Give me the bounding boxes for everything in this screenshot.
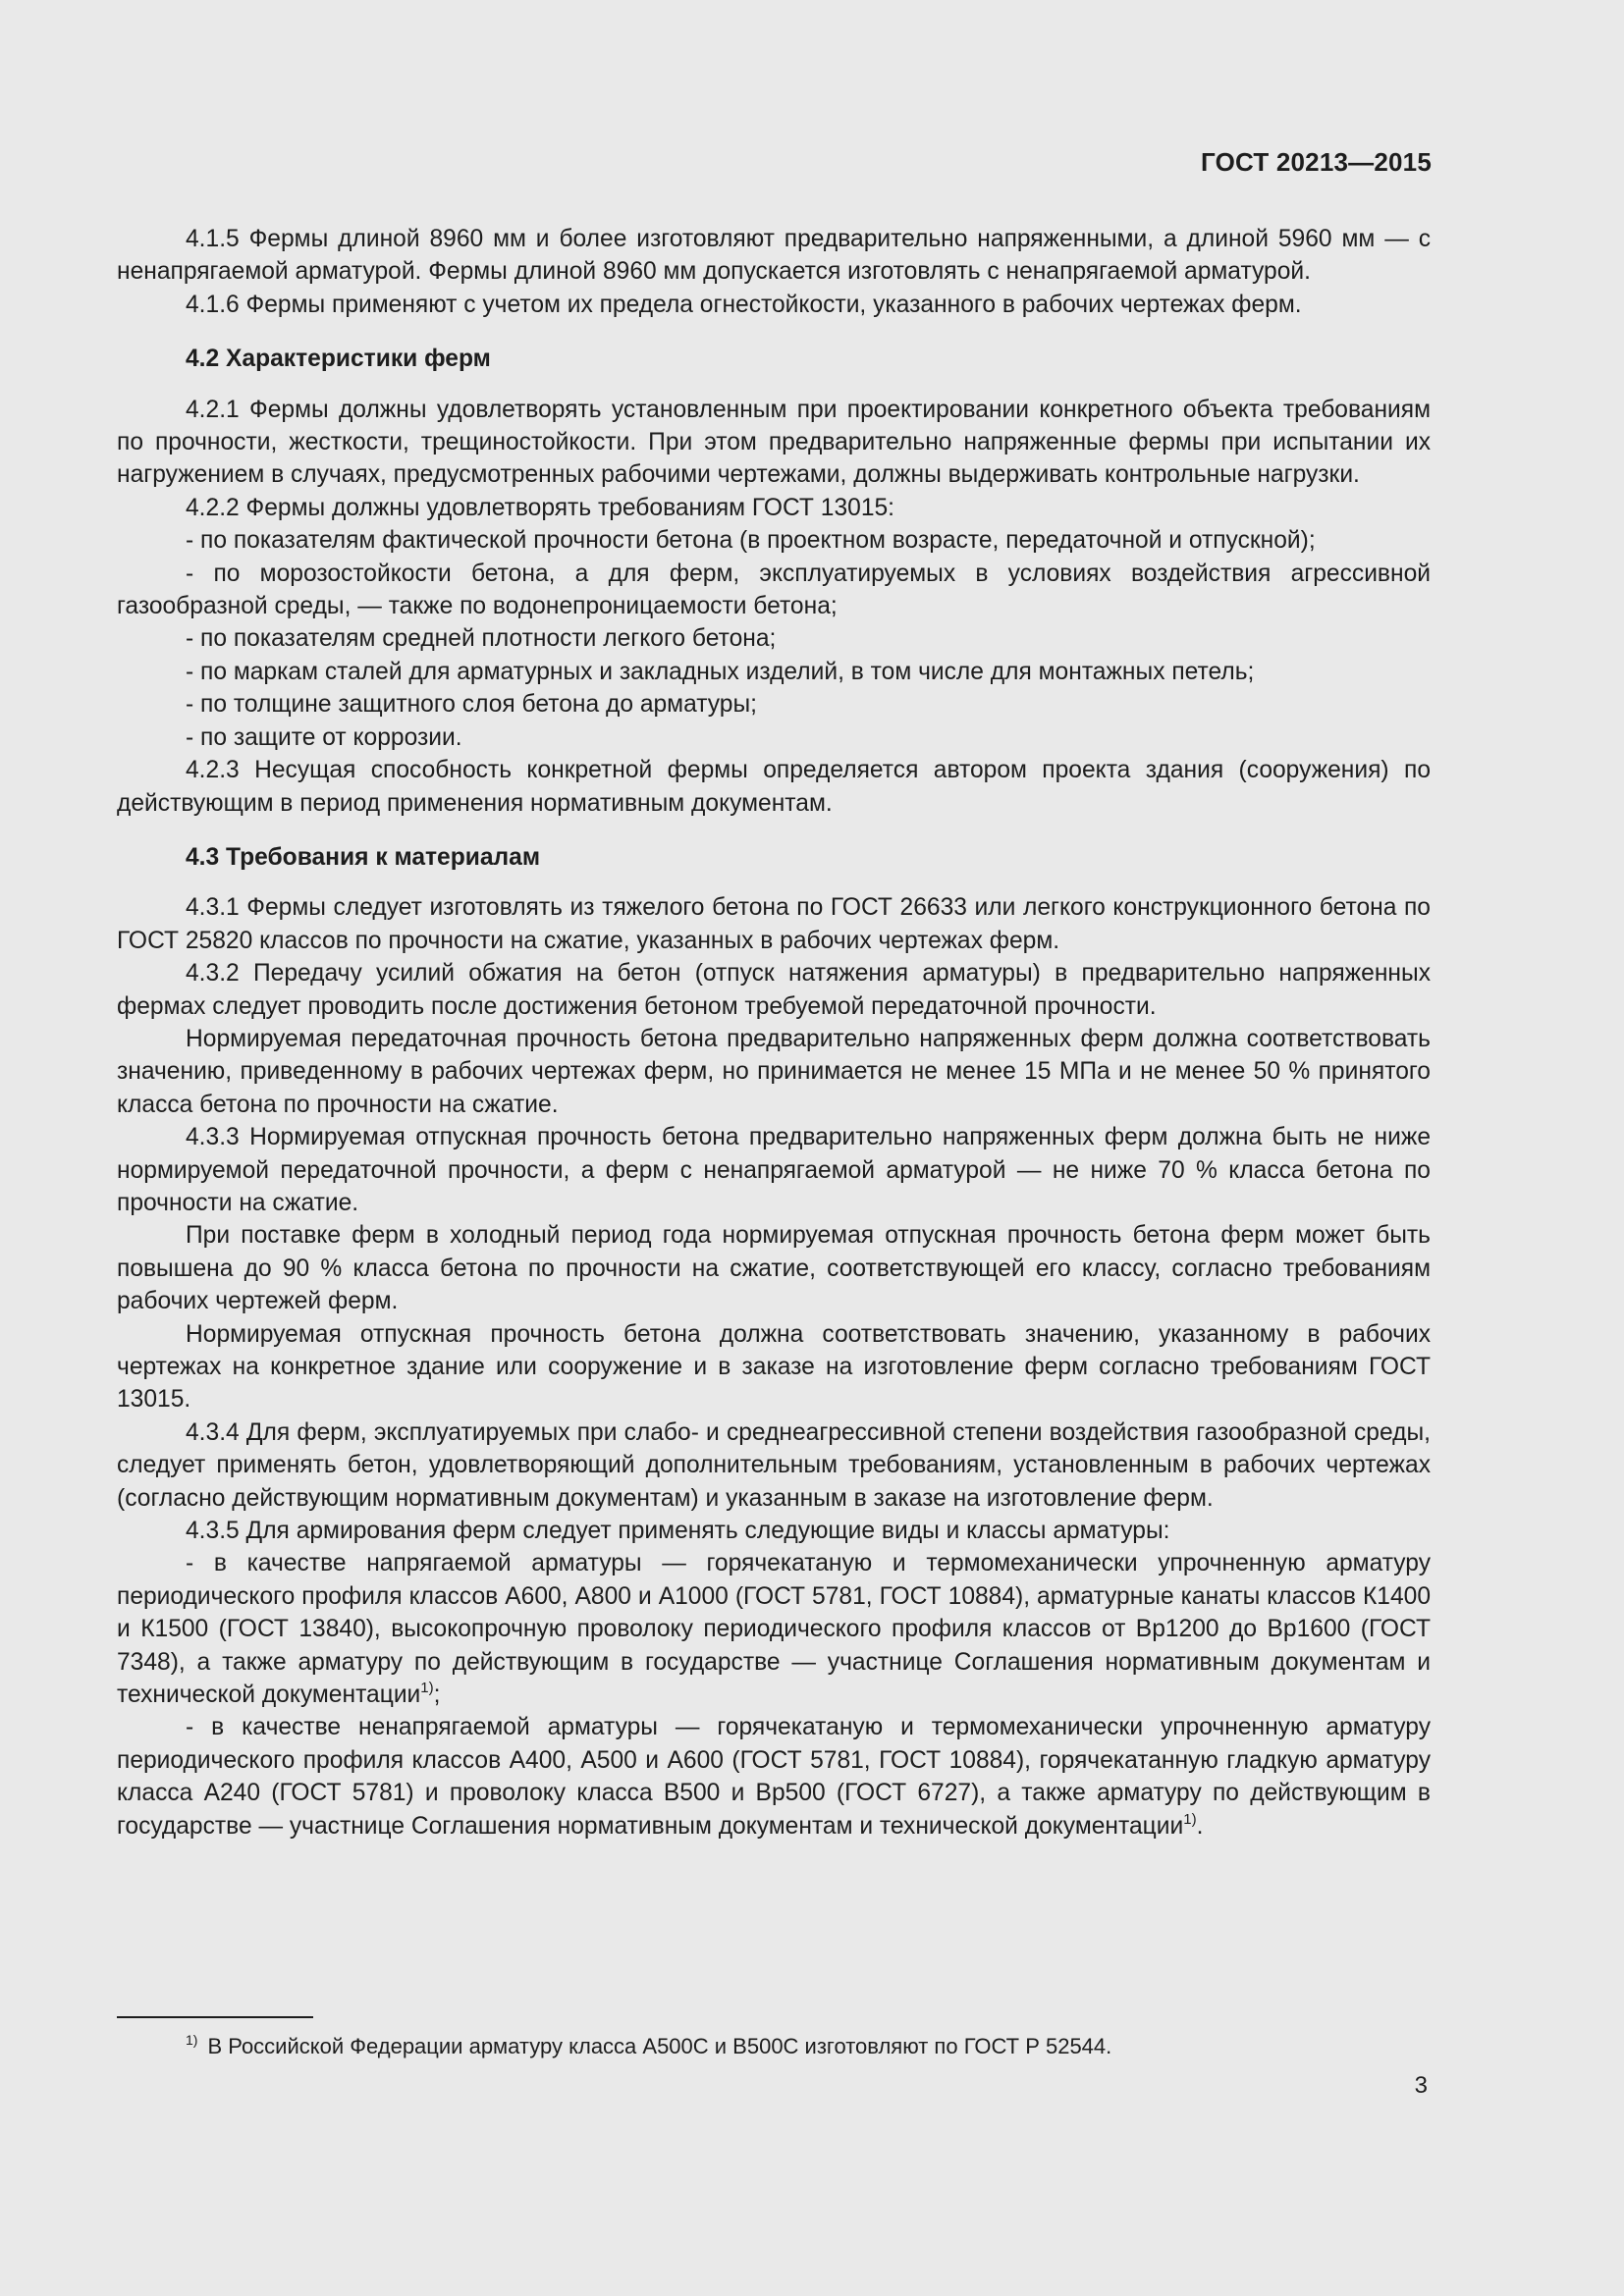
footnote-reference[interactable]: 1) bbox=[420, 1680, 434, 1697]
paragraph-4-3-3-c: Нормируемая отпускная прочность бетона должна соответствовать значению, указанному в рабочих чертежах на конкретное здание или сооружение и в заказе на изготовление ферм согласно требованиям ГОСТ 13015. bbox=[117, 1320, 1431, 1414]
paragraph-text: - в качестве напрягаемой арматуры — горячекатаную и термомеханически упрочненную арматуру периодического профиля классов А600, А800 и А1000 (ГОСТ 5781, ГОСТ 10884), арматурные канаты классов К1400 и К1500 (ГОСТ 13840), высокопрочную проволоку периодического профиля классов от Вр1200 до Вр1600 (ГОСТ 7348), а также арматуру по действующим в государстве — участнице Соглашения нормативным документам и технической документации bbox=[117, 1550, 1431, 1709]
list-item: - по толщине защитного слоя бетона до арматуры; bbox=[186, 691, 757, 719]
paragraph-4-3-5: 4.3.5 Для армирования ферм следует применять следующие виды и классы арматуры: bbox=[186, 1518, 1170, 1545]
document-code: ГОСТ 20213—2015 bbox=[1201, 147, 1432, 177]
list-item: - по защите от коррозии. bbox=[186, 723, 462, 751]
list-item: - по маркам сталей для арматурных и закладных изделий, в том числе для монтажных петель; bbox=[186, 658, 1255, 685]
page-number: 3 bbox=[1414, 2072, 1428, 2099]
paragraph-4-3-3-b: При поставке ферм в холодный период года нормируемая отпускная прочность бетона ферм может быть повышена до 90 % класса бетона по прочности на сжатие, соответствующей его классу, согласно требованиям рабочих чертежей ферм. bbox=[117, 1222, 1431, 1315]
paragraph-4-2-2: 4.2.2 Фермы должны удовлетворять требованиям ГОСТ 13015: bbox=[186, 494, 895, 521]
paragraph-4-3-3: 4.3.3 Нормируемая отпускная прочность бетона предварительно напряженных ферм должна быть не ниже нормируемой передаточной прочности, а ферм с ненапрягаемой арматурой — не ниже 70 % класса бетона по прочности на сжатие. bbox=[117, 1124, 1431, 1216]
paragraph-end: ; bbox=[433, 1682, 441, 1709]
paragraph-4-2-3: 4.2.3 Несущая способность конкретной фермы определяется автором проекта здания (сооружения) по действующим в период применения нормативным документам. bbox=[117, 757, 1431, 817]
paragraph-4-3-1: 4.3.1 Фермы следует изготовлять из тяжелого бетона по ГОСТ 26633 или легкого конструкционного бетона по ГОСТ 25820 классов по прочности на сжатие, указанных в рабочих чертежах ферм. bbox=[117, 894, 1431, 954]
paragraph-4-3-5-a bbox=[117, 1547, 1431, 1711]
paragraph-end: . bbox=[1196, 1812, 1204, 1840]
list-item: - по показателям фактической прочности бетона (в проектном возрасте, передаточной и отпускной); bbox=[186, 527, 1316, 555]
paragraph-4-3-2: 4.3.2 Передачу усилий обжатия на бетон (отпуск натяжения арматуры) в предварительно напряженных фермах следует проводить после достижения бетоном требуемой передаточной прочности. bbox=[117, 960, 1431, 1020]
footnote-marker: 1) bbox=[186, 2032, 198, 2048]
paragraph-4-3-4: 4.3.4 Для ферм, эксплуатируемых при слабо- и среднеагрессивной степени воздействия газообразной среды, следует применять бетон, удовлетворяющий дополнительным требованиям, установленным в рабочих чертежах (согласно действующим нормативным документам) и указанным в заказе на изготовление ферм. bbox=[117, 1418, 1431, 1512]
document-body bbox=[117, 223, 1431, 1842]
paragraph-4-3-2-b: Нормируемая передаточная прочность бетона предварительно напряженных ферм должна соответствовать значению, приведенному в рабочих чертежах ферм, но принимается не менее 15 МПа и не менее 50 % принятого класса бетона по прочности на сжатие. bbox=[117, 1025, 1431, 1118]
paragraph-text: - в качестве ненапрягаемой арматуры — горячекатаную и термомеханически упрочненную арматуру периодического профиля классов А400, А500 и А600 (ГОСТ 5781, ГОСТ 10884), горячекатанную гладкую арматуру класса А240 (ГОСТ 5781) и проволоку класса В500 и Вр500 (ГОСТ 6727), а также арматуру по действующим в государстве — участнице Соглашения нормативным документам и технической документации bbox=[117, 1714, 1431, 1840]
footnote-divider bbox=[117, 2016, 313, 2018]
paragraph-4-2-1: 4.2.1 Фермы должны удовлетворять установленным при проектировании конкретного объекта требованиям по прочности, жесткости, трещиностойкости. При этом предварительно напряженные фермы при испытании их нагружением в случаях, предусмотренных рабочими чертежами, должны выдерживать контрольные нагрузки. bbox=[117, 396, 1431, 489]
footnote bbox=[186, 2032, 1364, 2061]
list-item: - по морозостойкости бетона, а для ферм, эксплуатируемых в условиях воздействия агрессивной газообразной среды, — также по водонепроницаемости бетона; bbox=[117, 560, 1431, 620]
footnote-text: В Российской Федерации арматуру класса А500С и В500С изготовляют по ГОСТ Р 52544. bbox=[207, 2034, 1112, 2058]
paragraph-4-1-5: 4.1.5 Фермы длиной 8960 мм и более изготовляют предварительно напряженными, а длиной 5960 мм — с ненапрягаемой арматурой. Фермы длиной 8960 мм допускается изготовлять с ненапрягаемой арматурой. bbox=[117, 226, 1431, 286]
list-item: - по показателям средней плотности легкого бетона; bbox=[186, 625, 777, 653]
section-heading-4-2: 4.2 Характеристики ферм bbox=[186, 346, 491, 373]
footnote-reference[interactable]: 1) bbox=[1183, 1810, 1197, 1828]
section-heading-4-3: 4.3 Требования к материалам bbox=[186, 843, 541, 871]
paragraph-4-3-5-b bbox=[117, 1711, 1431, 1842]
paragraph-4-1-6: 4.1.6 Фермы применяют с учетом их предела огнестойкости, указанного в рабочих чертежах ферм. bbox=[186, 291, 1302, 318]
